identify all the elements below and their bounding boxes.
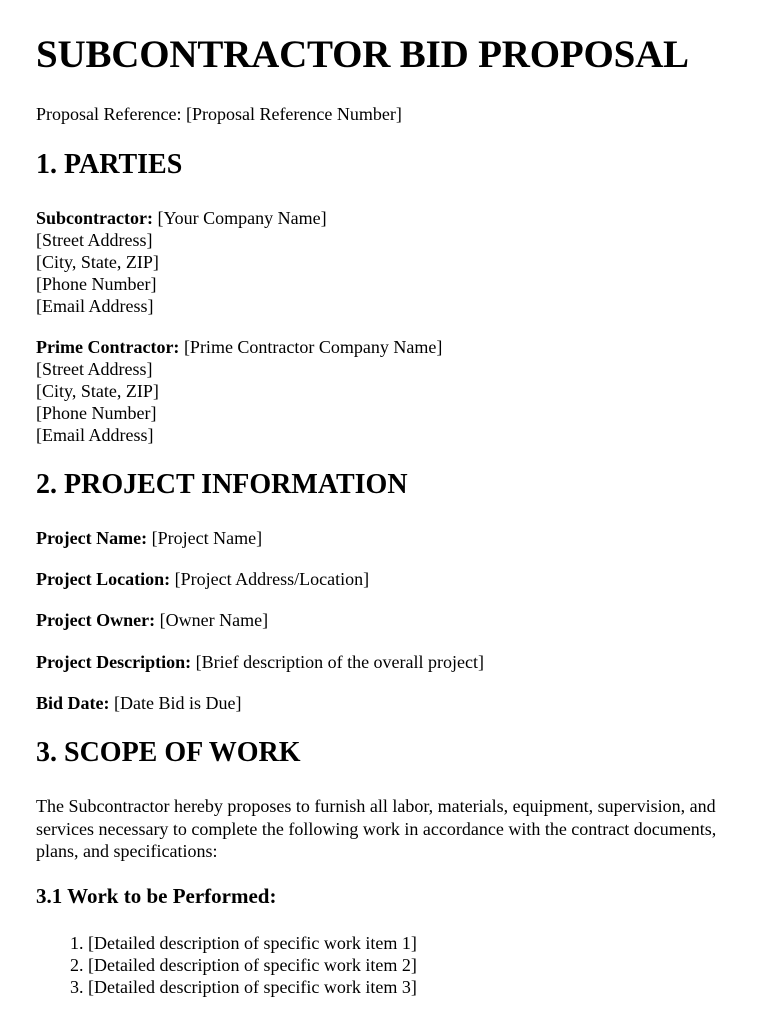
prime-contractor-name-line bbox=[36, 336, 442, 358]
project-name-field bbox=[36, 527, 262, 549]
subcontractor-city: [City, State, ZIP] bbox=[36, 252, 159, 272]
subcontractor-phone: [Phone Number] bbox=[36, 274, 157, 294]
list-item: 2. [Detailed description of specific work item 2] bbox=[88, 954, 417, 976]
prime-contractor-name: [Prime Contractor Company Name] bbox=[183, 337, 443, 357]
section-heading-scope-of-work: 3. SCOPE OF WORK bbox=[36, 737, 301, 768]
project-location-label: Project Location: bbox=[36, 569, 171, 589]
prime-contractor-block bbox=[36, 336, 442, 446]
proposal-reference bbox=[36, 104, 402, 125]
project-description-label: Project Description: bbox=[36, 652, 192, 672]
scope-intro-paragraph: The Subcontractor hereby proposes to furnish all labor, materials, equipment, supervision, and services necessary to complete the following work in accordance with the contract documents, plans, and specifications: bbox=[36, 796, 717, 861]
project-name-value: [Project Name] bbox=[151, 528, 263, 548]
prime-contractor-phone: [Phone Number] bbox=[36, 403, 157, 423]
bid-date-value: [Date Bid is Due] bbox=[114, 693, 242, 713]
work-items-list bbox=[36, 932, 417, 998]
subcontractor-email: [Email Address] bbox=[36, 296, 154, 316]
section-heading-parties: 1. PARTIES bbox=[36, 149, 183, 180]
prime-contractor-street: [Street Address] bbox=[36, 359, 153, 379]
project-location-value: [Project Address/Location] bbox=[174, 569, 370, 589]
subcontractor-label: Subcontractor: bbox=[36, 208, 153, 228]
project-name-label: Project Name: bbox=[36, 528, 148, 548]
bid-date-field bbox=[36, 692, 241, 714]
section-heading-project-information: 2. PROJECT INFORMATION bbox=[36, 469, 408, 500]
document-title: SUBCONTRACTOR BID PROPOSAL bbox=[36, 33, 689, 76]
prime-contractor-city: [City, State, ZIP] bbox=[36, 381, 159, 401]
subcontractor-block bbox=[36, 207, 327, 317]
subcontractor-name-line bbox=[36, 207, 327, 229]
project-owner-field bbox=[36, 609, 268, 631]
list-item: 1. [Detailed description of specific work item 1] bbox=[88, 932, 417, 954]
project-owner-value: [Owner Name] bbox=[159, 610, 269, 630]
subcontractor-name: [Your Company Name] bbox=[157, 208, 327, 228]
project-location-field bbox=[36, 568, 369, 590]
list-item: 3. [Detailed description of specific work item 3] bbox=[88, 976, 417, 998]
project-owner-label: Project Owner: bbox=[36, 610, 156, 630]
subsection-heading-work-to-be-performed: 3.1 Work to be Performed: bbox=[36, 884, 277, 908]
proposal-reference-label: Proposal Reference: bbox=[36, 104, 182, 124]
bid-date-label: Bid Date: bbox=[36, 693, 110, 713]
proposal-reference-value: [Proposal Reference Number] bbox=[185, 104, 402, 124]
project-description-value: [Brief description of the overall project] bbox=[195, 652, 484, 672]
prime-contractor-email: [Email Address] bbox=[36, 425, 154, 445]
subcontractor-street: [Street Address] bbox=[36, 230, 153, 250]
project-description-field bbox=[36, 651, 484, 673]
prime-contractor-label: Prime Contractor: bbox=[36, 337, 180, 357]
